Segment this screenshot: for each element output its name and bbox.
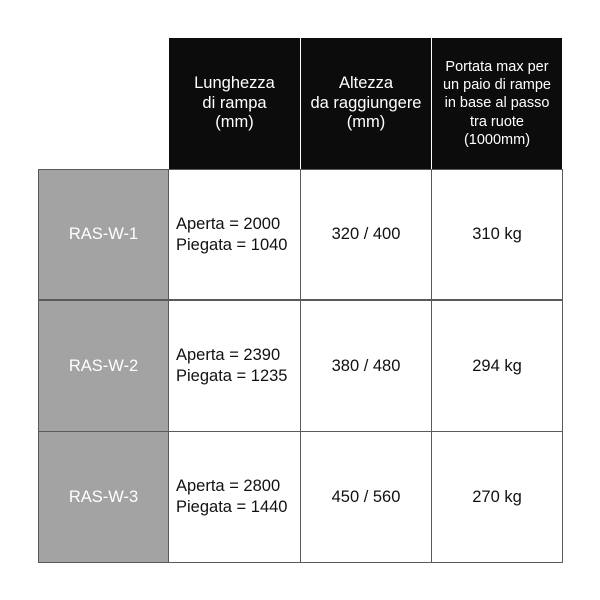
- capacity-cell: 310 kg: [431, 169, 563, 300]
- capacity-cell: 270 kg: [431, 431, 563, 563]
- length-cell: [168, 169, 301, 300]
- row-label-ras-w-3: RAS-W-3: [38, 431, 169, 563]
- capacity-cell: 294 kg: [431, 300, 563, 432]
- height-cell: 380 / 480: [300, 300, 432, 432]
- row-label-ras-w-2: RAS-W-2: [38, 300, 169, 432]
- header-capacity: Portata max per un paio di rampe in base al passo tra ruote (1000mm): [432, 38, 562, 169]
- length-folded: Piegata = 1440: [176, 498, 288, 516]
- height-cell: 450 / 560: [300, 431, 432, 563]
- row-label-ras-w-1: RAS-W-1: [38, 169, 169, 300]
- length-open: Aperta = 2000: [176, 214, 281, 233]
- height-cell: 320 / 400: [300, 169, 432, 300]
- length-folded: Piegata = 1040: [176, 235, 288, 254]
- length-cell: [168, 300, 301, 432]
- header-length: Lunghezza di rampa (mm): [169, 38, 300, 169]
- length-folded: Piegata = 1235: [176, 367, 288, 385]
- header-height: Altezza da raggiungere (mm): [301, 38, 431, 169]
- length-open: Aperta = 2800: [176, 477, 281, 496]
- length-open: Aperta = 2390: [176, 346, 281, 365]
- length-cell: [168, 431, 301, 563]
